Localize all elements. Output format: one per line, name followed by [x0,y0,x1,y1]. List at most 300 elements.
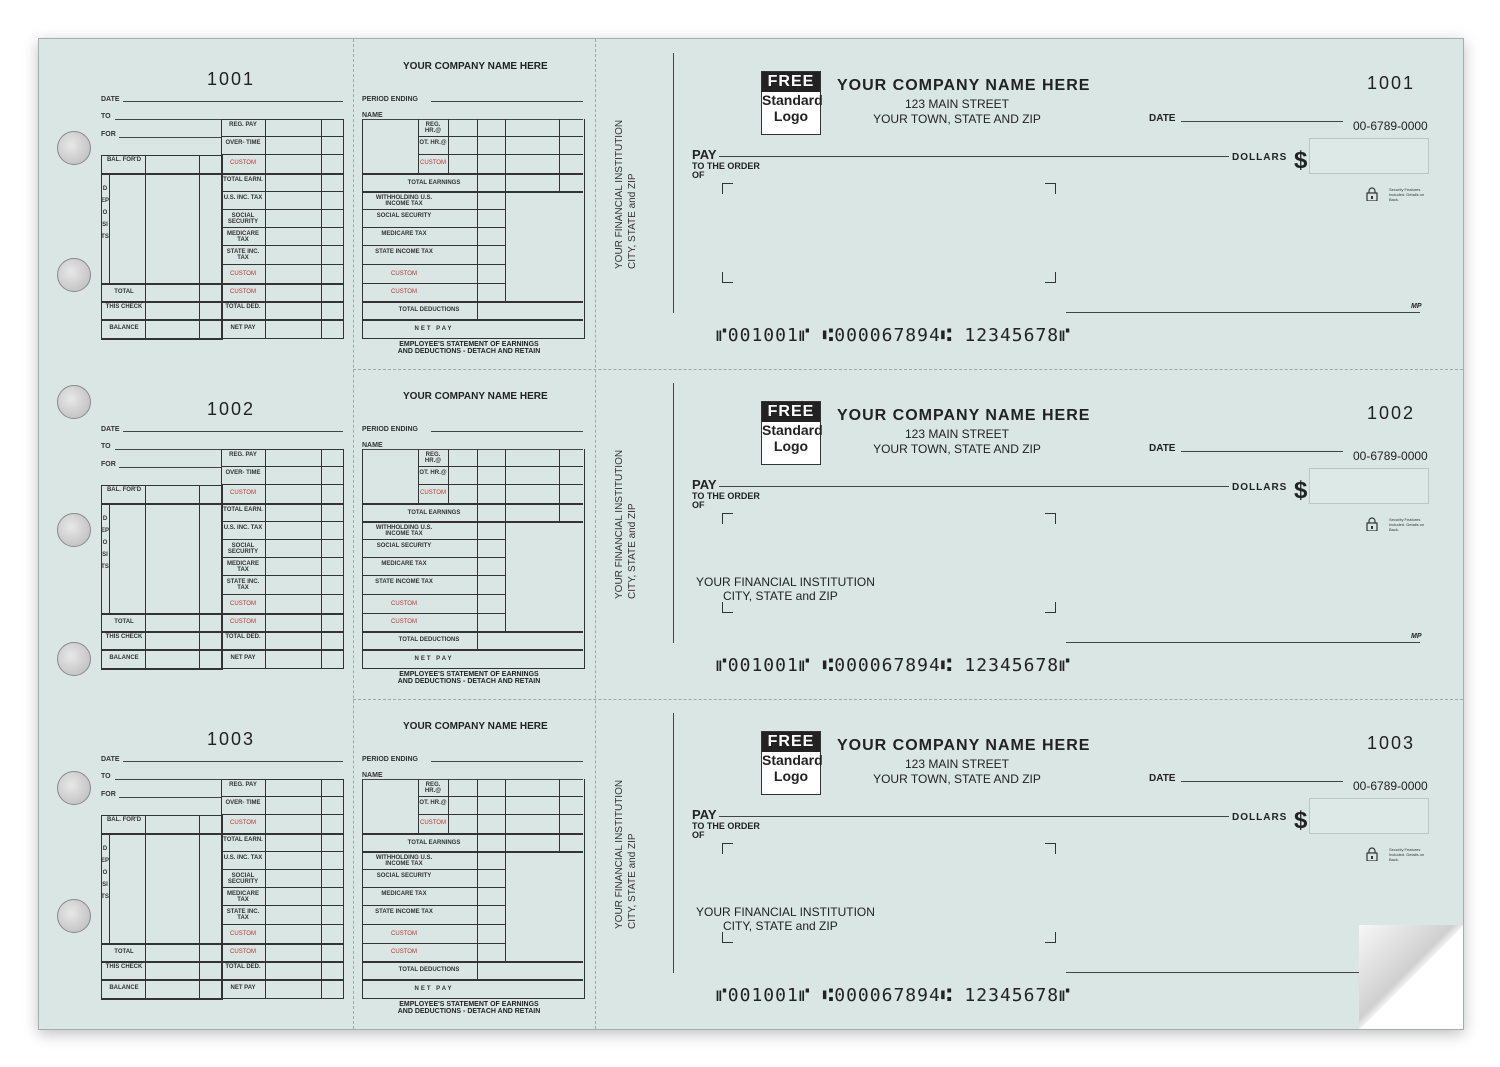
window-corner [722,602,733,613]
register-total-earn: TOTAL EARN. [223,837,263,843]
register-total-earn: TOTAL EARN. [223,177,263,183]
register-state-tax: STATE INC. TAX [226,579,260,591]
grid-line [221,557,343,558]
register-custom: CUSTOM [230,949,256,955]
register-custom: CUSTOM [230,820,256,826]
grid-line [362,961,583,963]
grid-line [221,119,222,339]
order-label: TO THE ORDER OF [692,161,760,180]
grid-line [343,119,344,339]
pay-label: PAY [692,477,717,492]
grid-line [265,779,266,999]
stub-period-ending: PERIOD ENDING [362,96,419,103]
grid-line [418,466,583,467]
mp-mark: MP [1411,633,1422,640]
stub-medicare: MEDICARE TAX [381,231,427,237]
grid-line [505,851,506,961]
window-corner [722,272,733,283]
register-reg-pay: REG. PAY [229,452,257,458]
dollars-label: DOLLARS [1232,152,1288,163]
grid-line [221,191,343,192]
stub-ot-hr: OT. HR.@ [419,140,447,146]
stub-medicare: MEDICARE TAX [381,561,427,567]
stub-institution-vertical: YOUR FINANCIAL INSTITUTION CITY, STATE and ZIP [614,779,638,929]
check-divider [673,713,674,973]
grid-line [362,521,583,523]
register-check-number: 1001 [207,69,256,89]
grid-line [362,557,505,558]
register-medicare: MEDICARE TAX [226,561,259,573]
amount-box[interactable] [1309,138,1429,174]
grid-line [505,779,506,851]
stub-net-pay: NET PAY [414,986,454,992]
grid-line [101,173,343,175]
dollars-label: DOLLARS [1232,812,1288,823]
stub-custom: CUSTOM [420,820,446,826]
security-note: Security Features Included. Details on Back. [1389,187,1425,202]
grid-line [101,301,343,303]
register-state-tax: STATE INC. TAX [226,249,260,261]
register-date-line [123,761,343,762]
register-medicare: MEDICARE TAX [226,231,259,243]
grid-line [221,887,343,888]
stub-total-deductions: TOTAL DEDUCTIONS [398,967,460,973]
register-date-line [123,101,343,102]
grid-line [221,245,343,246]
stub-custom: CUSTOM [391,601,417,607]
check-date-label: DATE [1149,773,1176,784]
register-deposits: DEPOSITS [101,846,110,900]
grid-line [145,155,146,339]
stub-institution-vertical: YOUR FINANCIAL INSTITUTION CITY, STATE and ZIP [614,449,638,599]
register-for-label: FOR [101,791,116,798]
company-logo: FREE Standard Logo [761,71,821,135]
payee-line [719,156,1229,157]
grid-line [362,979,583,981]
grid-line [101,979,343,981]
register-to-label: TO [101,113,111,120]
grid-line [505,191,506,301]
page-curl [1359,925,1464,1030]
register-total: TOTAL [114,619,134,625]
register-left-grid [101,485,223,670]
stub-social: SOCIAL SECURITY [376,213,432,219]
window-corner [722,843,733,854]
stub-state: STATE INCOME TAX [375,579,433,585]
stub-company-name: YOUR COMPANY NAME HERE [403,391,548,402]
check-panel [39,699,1463,1029]
register-net-pay: NET PAY [230,655,256,661]
register-to-label: TO [101,773,111,780]
grid-line [362,209,505,210]
grid-line [199,485,200,669]
register-total: TOTAL [114,949,134,955]
routing-fraction: 00-6789-0000 [1353,119,1428,133]
register-this-check: THIS CHECK [105,304,143,310]
register-us-tax: U.S. INC. TAX [223,525,263,531]
window-corner [722,513,733,524]
stub-withholding: WITHHOLDING U.S. INCOME TAX [375,855,433,867]
register-overtime: OVER- TIME [225,470,261,476]
grid-line [559,779,560,851]
grid-line [343,779,344,999]
grid-line [221,154,343,155]
check-date-line [1181,121,1343,122]
grid-line [362,613,505,614]
register-social-security: SOCIAL SECURITY [227,543,259,555]
grid-line [321,779,322,999]
check-address-line2: YOUR TOWN, STATE AND ZIP [873,442,1041,456]
grid-line [265,449,266,669]
register-us-tax: U.S. INC. TAX [223,855,263,861]
signature-line [1066,312,1420,313]
check-company-name: YOUR COMPANY NAME HERE [837,737,1091,754]
stub-total-earnings: TOTAL EARNINGS [407,840,461,846]
stub-total-deductions: TOTAL DEDUCTIONS [398,307,460,313]
grid-line [448,449,449,503]
register-total-ded: TOTAL DED. [225,964,261,970]
register-this-check: THIS CHECK [105,634,143,640]
pay-label: PAY [692,147,717,162]
check-company-name: YOUR COMPANY NAME HERE [837,77,1091,94]
register-custom: CUSTOM [230,160,256,166]
dollar-sign: $ [1294,477,1308,504]
stub-reg-hr: REG. HR.@ [424,452,442,464]
grid-line [559,119,560,191]
window-corner [1045,602,1056,613]
register-us-tax: U.S. INC. TAX [223,195,263,201]
stub-ot-hr: OT. HR.@ [419,470,447,476]
stub-name-label: NAME [362,442,383,449]
check-address-line1: 123 MAIN STREET [904,97,1010,111]
grid-line [221,575,343,576]
register-balance: BALANCE [109,655,139,661]
check-institution-name: YOUR FINANCIAL INSTITUTION [696,575,875,589]
register-left-grid [101,815,223,1000]
grid-line [221,796,343,797]
stub-total-earnings: TOTAL EARNINGS [407,510,461,516]
stub-custom: CUSTOM [391,949,417,955]
window-corner [1045,183,1056,194]
grid-line [221,779,343,780]
grid-line [221,209,343,210]
register-custom: CUSTOM [230,271,256,277]
stub-withholding: WITHHOLDING U.S. INCOME TAX [375,525,433,537]
grid-line [221,449,222,669]
stub-custom: CUSTOM [391,289,417,295]
grid-line [362,943,505,944]
stub-company-name: YOUR COMPANY NAME HERE [403,721,548,732]
stub-footer: EMPLOYEE'S STATEMENT OF EARNINGS AND DEDUCTIONS - DETACH AND RETAIN [397,1001,541,1015]
register-state-tax: STATE INC. TAX [226,909,260,921]
register-bal-ford: BAL. FOR'D [106,487,142,493]
stub-net-pay: NET PAY [414,326,454,332]
grid-line [362,319,583,321]
grid-line [362,594,505,595]
grid-line [221,227,343,228]
security-note: Security Features Included. Details on Back. [1389,517,1425,532]
stub-footer: EMPLOYEE'S STATEMENT OF EARNINGS AND DEDUCTIONS - DETACH AND RETAIN [397,341,541,355]
window-corner [722,932,733,943]
grid-line [199,155,200,339]
grid-line [418,484,583,485]
register-medicare: MEDICARE TAX [226,891,259,903]
grid-line [221,521,343,522]
grid-line [418,154,583,155]
register-for-label: FOR [101,131,116,138]
check-date-label: DATE [1149,113,1176,124]
stub-state: STATE INCOME TAX [375,909,433,915]
register-deposits: DEPOSITS [101,186,110,240]
grid-line [109,503,110,613]
register-date-label: DATE [101,756,120,763]
register-balance: BALANCE [109,985,139,991]
register-date-label: DATE [101,426,120,433]
check-panel [39,369,1463,699]
grid-line [362,191,583,193]
micr-line: ⑈001001⑈ ⑆000067894⑆ 12345678⑈ [716,985,1071,1006]
grid-line [321,449,322,669]
stub-total-earnings: TOTAL EARNINGS [407,180,461,186]
stub-reg-hr: REG. HR.@ [424,122,442,134]
check-date-line [1181,451,1343,452]
register-total-ded: TOTAL DED. [225,634,261,640]
check-divider [673,383,674,643]
grid-line [221,484,343,485]
grid-line [221,449,343,450]
register-social-security: SOCIAL SECURITY [227,873,259,885]
grid-line [221,851,343,852]
stub-net-pay: NET PAY [414,656,454,662]
stub-medicare: MEDICARE TAX [381,891,427,897]
grid-line [362,227,505,228]
stub-period-line [431,101,583,102]
lock-icon [1365,847,1379,861]
dollars-label: DOLLARS [1232,482,1288,493]
grid-line [362,869,505,870]
register-reg-pay: REG. PAY [229,782,257,788]
stub-period-ending: PERIOD ENDING [362,756,419,763]
grid-line [559,449,560,521]
register-custom: CUSTOM [230,289,256,295]
stub-custom: CUSTOM [420,160,446,166]
pay-label: PAY [692,807,717,822]
register-total-ded: TOTAL DED. [225,304,261,310]
stub-period-ending: PERIOD ENDING [362,426,419,433]
grid-line [221,924,343,925]
stub-custom: CUSTOM [420,490,446,496]
grid-line [362,649,583,651]
stub-ot-hr: OT. HR.@ [419,800,447,806]
grid-line [362,851,583,853]
check-panel [39,39,1463,369]
grid-line [221,136,343,137]
check-institution-name: YOUR FINANCIAL INSTITUTION [696,905,875,919]
stub-total-deductions: TOTAL DEDUCTIONS [398,637,460,643]
grid-line [101,503,343,505]
check-company-name: YOUR COMPANY NAME HERE [837,407,1091,424]
grid-line [101,961,343,963]
stub-custom: CUSTOM [391,271,417,277]
register-balance: BALANCE [109,325,139,331]
grid-line [221,814,343,815]
stub-company-name: YOUR COMPANY NAME HERE [403,61,548,72]
check-address-line2: YOUR TOWN, STATE AND ZIP [873,772,1041,786]
grid-line [362,245,505,246]
grid-line [362,833,583,835]
grid-line [362,539,505,540]
check-number: 1001 [1367,73,1416,93]
stub-footer: EMPLOYEE'S STATEMENT OF EARNINGS AND DEDUCTIONS - DETACH AND RETAIN [397,671,541,685]
grid-line [448,119,449,173]
register-social-security: SOCIAL SECURITY [227,213,259,225]
register-for-label: FOR [101,461,116,468]
micr-line: ⑈001001⑈ ⑆000067894⑆ 12345678⑈ [716,325,1071,346]
grid-line [505,449,506,521]
register-left-grid [101,155,223,340]
register-to-label: TO [101,443,111,450]
grid-line [101,631,343,633]
window-corner [1045,932,1056,943]
register-check-number: 1002 [207,399,256,419]
micr-line: ⑈001001⑈ ⑆000067894⑆ 12345678⑈ [716,655,1071,676]
check-institution-city: CITY, STATE and ZIP [723,589,838,603]
security-note: Security Features Included. Details on Back. [1389,847,1425,862]
register-net-pay: NET PAY [230,985,256,991]
signature-line [1066,642,1420,643]
check-number: 1003 [1367,733,1416,753]
stub-grid [362,119,585,339]
grid-line [221,119,343,120]
register-date-label: DATE [101,96,120,103]
dollar-sign: $ [1294,807,1308,834]
grid-line [362,575,505,576]
stub-grid [362,779,585,999]
grid-line [418,796,583,797]
stub-custom: CUSTOM [391,931,417,937]
register-custom: CUSTOM [230,601,256,607]
grid-line [101,283,343,285]
grid-line [101,943,343,945]
grid-line [101,649,343,651]
grid-line [101,613,343,615]
check-date-line [1181,781,1343,782]
amount-box[interactable] [1309,468,1429,504]
register-total-earn: TOTAL EARN. [223,507,263,513]
grid-line [362,503,583,505]
routing-fraction: 00-6789-0000 [1353,779,1428,793]
grid-line [477,779,478,979]
company-logo: FREE Standard Logo [761,401,821,465]
window-corner [1045,272,1056,283]
register-date-line [123,431,343,432]
lock-icon [1365,187,1379,201]
grid-line [221,264,343,265]
grid-line [221,466,343,467]
check-address-line1: 123 MAIN STREET [904,427,1010,441]
stub-period-line [431,431,583,432]
stub-social: SOCIAL SECURITY [376,543,432,549]
register-custom: CUSTOM [230,619,256,625]
grid-line [505,521,506,631]
register-bal-ford: BAL. FOR'D [106,157,142,163]
register-overtime: OVER- TIME [225,140,261,146]
stub-institution-vertical: YOUR FINANCIAL INSTITUTION CITY, STATE and ZIP [614,119,638,269]
window-corner [722,183,733,194]
register-this-check: THIS CHECK [105,964,143,970]
grid-line [362,887,505,888]
grid-line [101,319,343,321]
stub-reg-hr: REG. HR.@ [424,782,442,794]
company-logo: FREE Standard Logo [761,731,821,795]
grid-line [362,631,583,633]
grid-line [221,594,343,595]
grid-line [362,283,505,284]
grid-line [321,119,322,339]
grid-line [362,905,505,906]
grid-line [362,173,583,175]
stub-grid [362,449,585,669]
grid-line [101,833,343,835]
grid-line [505,119,506,191]
stub-social: SOCIAL SECURITY [376,873,432,879]
register-overtime: OVER- TIME [225,800,261,806]
payee-line [719,486,1229,487]
routing-fraction: 00-6789-0000 [1353,449,1428,463]
register-bal-ford: BAL. FOR'D [106,817,142,823]
amount-box[interactable] [1309,798,1429,834]
grid-line [343,449,344,669]
register-total: TOTAL [114,289,134,295]
grid-line [362,924,505,925]
check-address-line2: YOUR TOWN, STATE AND ZIP [873,112,1041,126]
grid-line [145,485,146,669]
register-custom: CUSTOM [230,490,256,496]
register-reg-pay: REG. PAY [229,122,257,128]
check-date-label: DATE [1149,443,1176,454]
window-corner [1045,843,1056,854]
check-number: 1002 [1367,403,1416,423]
mp-mark: MP [1411,303,1422,310]
register-net-pay: NET PAY [230,325,256,331]
grid-line [265,119,266,339]
payee-line [719,816,1229,817]
dollar-sign: $ [1294,147,1308,174]
grid-line [109,833,110,943]
grid-line [221,539,343,540]
register-check-number: 1003 [207,729,256,749]
grid-line [477,449,478,649]
order-label: TO THE ORDER OF [692,491,760,510]
check-institution-city: CITY, STATE and ZIP [723,919,838,933]
lock-icon [1365,517,1379,531]
window-corner [1045,513,1056,524]
grid-line [199,815,200,999]
grid-line [109,173,110,283]
check-address-line1: 123 MAIN STREET [904,757,1010,771]
grid-line [221,869,343,870]
register-deposits: DEPOSITS [101,516,110,570]
check-sheet [38,38,1464,1030]
order-label: TO THE ORDER OF [692,821,760,840]
grid-line [221,905,343,906]
stub-withholding: WITHHOLDING U.S. INCOME TAX [375,195,433,207]
stub-name-label: NAME [362,112,383,119]
grid-line [145,815,146,999]
stub-state: STATE INCOME TAX [375,249,433,255]
check-divider [673,53,674,313]
grid-line [362,301,583,303]
